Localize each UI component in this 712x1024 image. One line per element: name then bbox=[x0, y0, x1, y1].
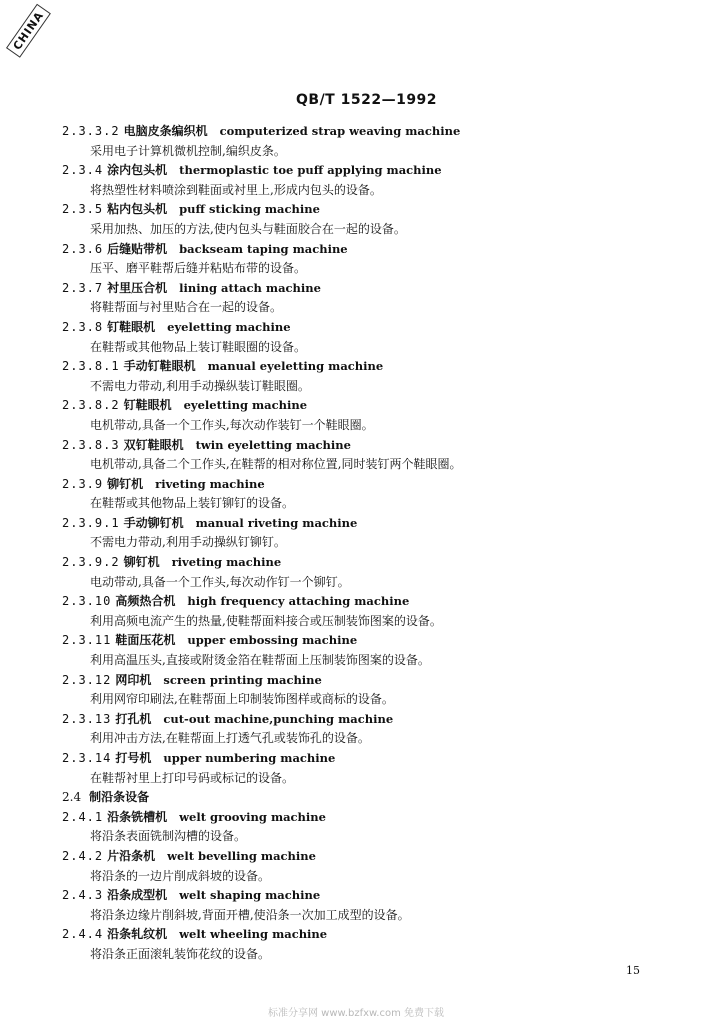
term-chinese: 打号机 bbox=[115, 751, 152, 765]
clause-entry bbox=[62, 710, 662, 749]
term-definition: 利用高温压头,直接或附烫金箔在鞋帮面上压制装饰图案的设备。 bbox=[90, 653, 430, 668]
clause-number: 2.3.7 bbox=[62, 280, 104, 295]
clause-number: 2.3.9 bbox=[62, 476, 104, 491]
term-definition: 不需电力带动,利用手动操纵装订鞋眼圈。 bbox=[90, 378, 310, 393]
term-english: lining attach machine bbox=[179, 280, 321, 295]
term-definition: 将沿条表面铣制沟槽的设备。 bbox=[90, 829, 247, 844]
clause-entry bbox=[62, 240, 662, 279]
term-chinese: 鞋面压花机 bbox=[115, 633, 176, 648]
term-chinese: 沿条成型机 bbox=[107, 888, 168, 903]
clause-number: 2.3.8.3 bbox=[62, 437, 120, 452]
clause-number: 2.3.9.1 bbox=[62, 515, 120, 530]
term-english: welt shaping machine bbox=[179, 888, 321, 903]
clause-number: 2.4.3 bbox=[62, 888, 104, 903]
clause-entry bbox=[62, 886, 662, 925]
term-english: backseam taping machine bbox=[179, 241, 348, 256]
clause-entry bbox=[62, 514, 662, 553]
term-definition: 在鞋帮或其他物品上装订鞋眼圈的设备。 bbox=[90, 339, 307, 354]
term-english: welt bevelling machine bbox=[167, 848, 316, 863]
clause-entry bbox=[62, 357, 662, 396]
china-stamp: CHINA bbox=[6, 4, 51, 58]
clause-number: 2.3.4 bbox=[62, 163, 104, 178]
term-english: manual riveting machine bbox=[195, 515, 358, 530]
clause-number: 2.3.14 bbox=[62, 751, 112, 765]
term-definition: 不需电力带动,利用手动操纵钉铆钉。 bbox=[90, 535, 286, 550]
clause-number: 2.3.8.2 bbox=[62, 398, 120, 413]
term-chinese: 高频热合机 bbox=[115, 594, 176, 609]
term-english: puff sticking machine bbox=[179, 202, 320, 217]
clause-number: 2.3.8.1 bbox=[62, 359, 120, 374]
term-definition: 在鞋帮衬里上打印号码或标记的设备。 bbox=[90, 770, 295, 785]
clause-entry bbox=[62, 122, 662, 161]
term-chinese: 粘内包头机 bbox=[107, 202, 168, 217]
term-english: welt wheeling machine bbox=[179, 927, 328, 942]
clause-entry bbox=[62, 436, 662, 475]
term-english: riveting machine bbox=[155, 476, 265, 491]
term-definition: 利用高频电流产生的热量,使鞋帮面料接合或压制装饰图案的设备。 bbox=[90, 613, 442, 628]
term-chinese: 打孔机 bbox=[115, 711, 152, 726]
term-definition: 将鞋帮面与衬里贴合在一起的设备。 bbox=[90, 300, 283, 315]
term-english: thermoplastic toe puff applying machine bbox=[179, 163, 442, 178]
clause-number: 2.3.3.2 bbox=[62, 124, 120, 138]
term-chinese: 铆钉机 bbox=[123, 555, 160, 570]
section-heading bbox=[62, 788, 662, 808]
clause-entry bbox=[62, 671, 662, 710]
clause-list bbox=[62, 122, 662, 965]
term-english: welt grooving machine bbox=[179, 809, 326, 824]
clause-number: 2.3.9.2 bbox=[62, 555, 120, 570]
term-english: upper numbering machine bbox=[163, 751, 336, 765]
term-chinese: 钉鞋眼机 bbox=[123, 398, 172, 413]
term-definition: 利用冲击方法,在鞋帮面上打透气孔或装饰孔的设备。 bbox=[90, 731, 370, 746]
term-english: upper embossing machine bbox=[187, 633, 358, 648]
term-definition: 采用电子计算机微机控制,编织皮条。 bbox=[90, 143, 286, 158]
clause-number: 2.4.4 bbox=[62, 927, 104, 942]
term-chinese: 涂内包头机 bbox=[107, 163, 168, 178]
term-english: riveting machine bbox=[171, 555, 282, 570]
clause-number: 2.4.1 bbox=[62, 809, 104, 824]
term-definition: 将沿条边缘片削斜坡,背面开槽,使沿条一次加工成型的设备。 bbox=[90, 907, 410, 922]
clause-number: 2.4.2 bbox=[62, 848, 104, 863]
term-definition: 压平、磨平鞋帮后缝并粘贴布带的设备。 bbox=[90, 261, 307, 276]
term-definition: 电机带动,具备二个工作头,在鞋帮的相对称位置,同时装钉两个鞋眼圈。 bbox=[90, 457, 462, 472]
clause-entry bbox=[62, 925, 662, 964]
clause-entry bbox=[62, 318, 662, 357]
term-chinese: 钉鞋眼机 bbox=[107, 319, 156, 334]
standard-code: QB/T 1522—1992 bbox=[296, 92, 438, 108]
term-chinese: 电脑皮条编织机 bbox=[123, 124, 208, 138]
term-chinese: 双钉鞋眼机 bbox=[123, 437, 184, 452]
clause-entry bbox=[62, 553, 662, 592]
term-english: screen printing machine bbox=[163, 672, 322, 687]
clause-entry bbox=[62, 749, 662, 788]
term-definition: 利用网帘印刷法,在鞋帮面上印制装饰图样或商标的设备。 bbox=[90, 692, 394, 707]
term-chinese: 衬里压合机 bbox=[107, 280, 168, 295]
term-definition: 电机带动,具备一个工作头,每次动作装钉一个鞋眼圈。 bbox=[90, 417, 374, 432]
term-chinese: 铆钉机 bbox=[107, 476, 144, 491]
term-chinese: 沿条轧纹机 bbox=[107, 927, 168, 942]
site-watermark: 标准分享网 www.bzfxw.com 免费下载 bbox=[268, 1008, 444, 1019]
term-definition: 将沿条正面滚轧装饰花纹的设备。 bbox=[90, 946, 271, 961]
clause-entry bbox=[62, 161, 662, 200]
clause-entry bbox=[62, 631, 662, 670]
clause-number: 2.3.5 bbox=[62, 202, 104, 217]
clause-entry bbox=[62, 279, 662, 318]
term-definition: 在鞋帮或其他物品上装钉铆钉的设备。 bbox=[90, 496, 295, 511]
clause-number: 2.3.13 bbox=[62, 711, 112, 726]
term-english: high frequency attaching machine bbox=[187, 594, 410, 609]
term-chinese: 手动钉鞋眼机 bbox=[123, 359, 196, 374]
clause-number: 2.3.10 bbox=[62, 594, 112, 609]
clause-entry bbox=[62, 475, 662, 514]
term-definition: 将热塑性材料喷涂到鞋面或衬里上,形成内包头的设备。 bbox=[90, 182, 382, 197]
term-english: twin eyeletting machine bbox=[195, 437, 351, 452]
term-definition: 采用加热、加压的方法,使内包头与鞋面胶合在一起的设备。 bbox=[90, 221, 406, 236]
clause-number: 2.3.8 bbox=[62, 319, 104, 334]
clause-entry bbox=[62, 592, 662, 631]
term-chinese: 网印机 bbox=[115, 672, 152, 687]
clause-entry bbox=[62, 396, 662, 435]
term-chinese: 片沿条机 bbox=[107, 848, 156, 863]
term-chinese: 沿条铣槽机 bbox=[107, 809, 168, 824]
term-english: eyeletting machine bbox=[167, 319, 291, 334]
term-english: manual eyeletting machine bbox=[207, 359, 384, 374]
term-english: cut-out machine,punching machine bbox=[163, 711, 394, 726]
term-chinese: 后缝贴带机 bbox=[107, 241, 168, 256]
page-number: 15 bbox=[626, 964, 640, 977]
term-english: eyeletting machine bbox=[183, 398, 308, 413]
clause-number: 2.3.6 bbox=[62, 241, 104, 256]
clause-entry bbox=[62, 200, 662, 239]
clause-number: 2.3.11 bbox=[62, 633, 112, 648]
clause-entry bbox=[62, 847, 662, 886]
section-title: 制沿条设备 bbox=[89, 790, 150, 805]
term-chinese: 手动铆钉机 bbox=[123, 515, 184, 530]
clause-number: 2.3.12 bbox=[62, 672, 112, 687]
term-english: computerized strap weaving machine bbox=[219, 124, 461, 138]
term-definition: 电动带动,具备一个工作头,每次动作钉一个铆钉。 bbox=[90, 574, 350, 589]
term-definition: 将沿条的一边片削成斜坡的设备。 bbox=[90, 868, 271, 883]
clause-entry bbox=[62, 808, 662, 847]
section-number: 2.4 bbox=[62, 790, 82, 805]
